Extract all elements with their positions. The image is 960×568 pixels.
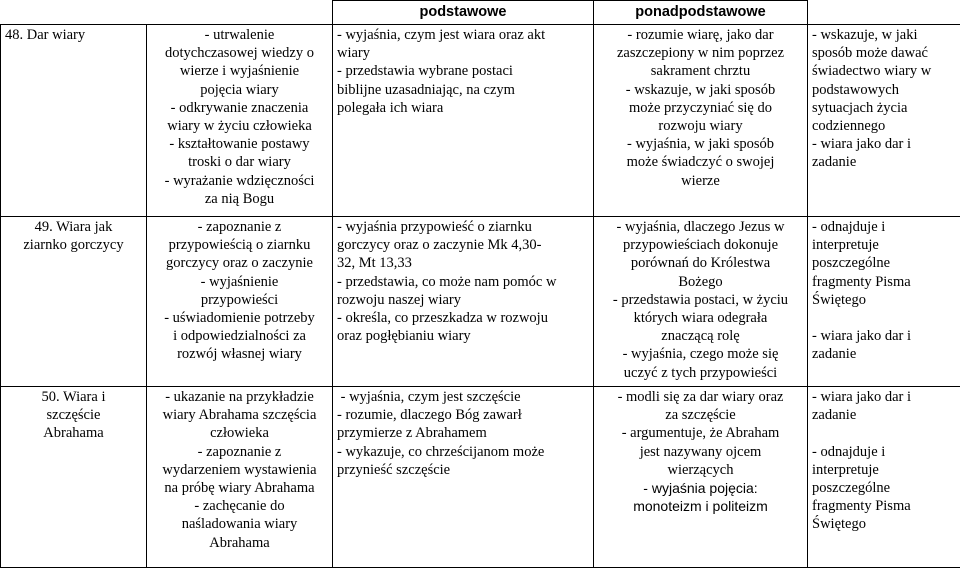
- table-row: [1, 217, 960, 387]
- basic-cell: - wyjaśnia, czym jest wiara oraz akt wiary - przedstawia wybrane postaci biblijne uzasadniając, na czym polegała ich wiara: [333, 25, 594, 217]
- goals-cell: - ukazanie na przykładzie wiary Abrahama szczęścia człowieka - zapoznanie z wydarzeniem wystawienia na próbę wiary Abrahama - zachęcanie do naśladowania wiary Abrahama: [147, 387, 333, 568]
- header-advanced: ponadpodstawowe: [594, 1, 808, 25]
- goals-cell: - zapoznanie z przypowieścią o ziarnku gorczycy oraz o zaczynie - wyjaśnienie przypowieści - uświadomienie potrzeby i odpowiedzialności za rozwój własnej wiary: [147, 217, 333, 387]
- header-empty-2: [147, 1, 333, 25]
- topic-cell: 49. Wiara jak ziarnko gorczycy: [1, 217, 147, 387]
- extra-cell: - wskazuje, w jaki sposób może dawać świadectwo wiary w podstawowych sytuacjach życia codziennego - wiara jako dar i zadanie: [808, 25, 960, 217]
- table-row: [1, 25, 960, 217]
- extra-cell: - odnajduje i interpretuje poszczególne fragmenty Pisma Świętego - wiara jako dar i zadanie: [808, 217, 960, 387]
- goals-cell: - utrwalenie dotychczasowej wiedzy o wierze i wyjaśnienie pojęcia wiary - odkrywanie znaczenia wiary w życiu człowieka - kształtowanie postawy troski o dar wiary - wyrażanie wdzięczności za nią Bogu: [147, 25, 333, 217]
- header-empty-3: [808, 1, 960, 25]
- advanced-cell: - rozumie wiarę, jako dar zaszczepiony w nim poprzez sakrament chrztu - wskazuje, w jaki sposób może przyczyniać się do rozwoju wiary - wyjaśnia, w jaki sposób może świadczyć o swojej wierze: [594, 25, 808, 217]
- basic-cell: - wyjaśnia przypowieść o ziarnku gorczycy oraz o zaczynie Mk 4,30- 32, Mt 13,33 - przedstawia, co może nam pomóc w rozwoju naszej wiary - określa, co przeszkadza w rozwoju oraz pogłębianiu wiary: [333, 217, 594, 387]
- topic-cell: 50. Wiara i szczęście Abrahama: [1, 387, 147, 568]
- topic-cell: 48. Dar wiary: [1, 25, 147, 217]
- header-empty-1: [1, 1, 147, 25]
- table-row: [1, 387, 960, 568]
- header-basic: podstawowe: [333, 1, 594, 25]
- basic-cell: - wyjaśnia, czym jest szczęście - rozumie, dlaczego Bóg zawarł przymierze z Abrahamem - wykazuje, co chrześcijanom może przynieść szczęście: [333, 387, 594, 568]
- extra-cell: - wiara jako dar i zadanie - odnajduje i interpretuje poszczególne fragmenty Pisma Świętego: [808, 387, 960, 568]
- advanced-cell: - modli się za dar wiary oraz za szczęście - argumentuje, że Abraham jest nazywany ojcem wierzących - wyjaśnia pojęcia: monoteizm i politeizm: [594, 387, 808, 568]
- header-row: [1, 1, 960, 25]
- advanced-cell: - wyjaśnia, dlaczego Jezus w przypowieściach dokonuje porównań do Królestwa Bożego - przedstawia postaci, w życiu których wiara odegrała znaczącą rolę - wyjaśnia, czego może się uczyć z tych przypowieści: [594, 217, 808, 387]
